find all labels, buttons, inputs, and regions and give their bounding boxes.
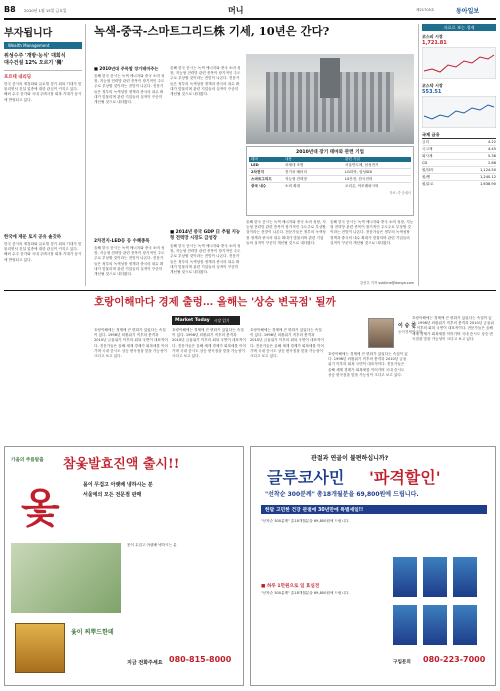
page-number: B8 [4,5,16,14]
story2-body-1: 호랑이해에는 경제에 큰 변화가 있었다는 속설이 있다. 1998년 외환위기 직후의 충격과 2010년 금융위기 이후의 회복 국면이 대표적이다. 전문가들은 올해 세계 경제가 회복세를 이어가며 국내 증시도 상승 변곡점을 맞을 가능성이 크다고 보고 있다. [94,328,168,359]
photo-tower [320,58,340,98]
market-today-tag [172,316,240,325]
left-column-rule [85,24,86,286]
column-title: 부자됩니다 [4,28,53,39]
kosdaq-label: 코스닥 시장 [422,83,443,88]
column-body-2: 한국 증시의 재점화와 글로벌 경기 회복 기대가 맞물리면서 건설 업종에 대한 관심이 커지고 있다. 해외 수주 증가와 국내 주택시장 회복 기대가 동시에 반영되고 있다. [4,242,82,262]
ad-left-big-char: 옻 [21,485,60,532]
table-cell: 지능형 전력망 [285,177,307,181]
stats-label: 금리 [422,140,429,144]
ad-right-product-4 [393,605,417,645]
story2-body-2: 호랑이해에는 경제에 큰 변화가 있었다는 속설이 있다. 1998년 외환위기 직후의 충격과 2010년 금융위기 이후의 회복 국면이 대표적이다. 전문가들은 올해 세계 경제가 회복세를 이어가며 국내 증시도 상승 변곡점을 맞을 가능성이 크다고 보고 있다. [172,328,246,359]
market-today-label: Market Today [175,318,210,323]
ad-right-product-6 [453,605,477,645]
table-cell: 전기차 배터리 [285,170,307,174]
ad-left-product-box [15,623,65,673]
ad-right-top: 관절과 연골이 불편하십니까? [311,455,389,462]
left-column [4,24,82,286]
stats-value: 4.45 [487,147,496,151]
chart-frame [422,47,496,79]
stats-label: CD [422,161,428,165]
column-subhead: 한국에 재둔 토지 공유 솔깃하 [4,235,62,240]
table-cell: 서울반도체, 삼성전기 [345,163,379,167]
main-body-2: 올해 한국 증시는 녹색 에너지와 중국 소비 성장, 지능형 전력망 관련 종목이 장기적인 주도주로 부상할 것이라는 전망이 나온다. 전문가들은 정부의 녹색성장 정책과 중국의 내수 확대가 맞물리며 관련 기업들의 실적이 꾸준히 개선될 것으로 내다봤다. [94,246,165,277]
kospi-label: 코스피 시장 [422,34,443,39]
story2-top-rule [4,290,496,291]
story2-body-5: 호랑이해에는 경제에 큰 변화가 있었다는 속설이 있다. 1998년 외환위기 직후의 충격과 2010년 금융위기 이후의 회복 국면이 대표적이다. 전문가들은 올해 세계 경제가 회복세를 이어가며 국내 증시도 상승 변곡점을 맞을 가능성이 크다고 보고 있다. [412,316,494,341]
stats-label: 회사채 [422,154,433,158]
kospi-value: 1,721.81 [422,40,447,46]
story2-body-4: 호랑이해에는 경제에 큰 변화가 있었다는 속설이 있다. 1998년 외환위기 직후의 충격과 2010년 금융위기 이후의 회복 국면이 대표적이다. 전문가들은 올해 세계 경제가 회복세를 이어가며 국내 증시도 상승 변곡점을 맞을 가능성이 크다고 보고 있다. [328,352,408,377]
market-today-sublabel: 시장 읽기 [213,317,230,323]
ad-right-product-5 [423,605,447,645]
story2-body-3: 호랑이해에는 경제에 큰 변화가 있었다는 속설이 있다. 1998년 외환위기 직후의 충격과 2010년 금융위기 이후의 회복 국면이 대표적이다. 전문가들은 올해 세계 경제가 회복세를 이어가며 국내 증시도 상승 변곡점을 맞을 가능성이 크다고 보고 있다. [250,328,324,359]
table-cell: 스마트그리드 [251,177,272,181]
column-writer: 포르테 내리딩 [4,75,31,80]
ad-right-headline-a: 글루코사민 [267,468,345,487]
ad-right-offer: "선착순 300분께" 총18개월분을 69,800원에 드립니다. [265,491,419,498]
page-date: 2010년 1월 15일 금요일 [24,8,67,13]
column-body: 한국 증시의 재점화와 글로벌 경기 회복 기대가 맞물리면서 건설 업종에 대한 관심이 커지고 있다. 해외 수주 증가와 국내 주택시장 회복 기대가 동시에 반영되고 있다. [4,82,82,102]
ad-left-product: 옻이 찌뿌드한데 [71,629,114,636]
kosdaq-mini-chart [422,96,496,128]
intl-title: 국제 금융 [422,132,496,139]
main-sub-3: ■ 2014년 중국 GDP 日 추월 지능형 전력망 시장도 급성장 [170,230,241,241]
ad-left-headline: 참옻발효진액 출시!! [63,457,180,472]
main-sub-2: 2차전지-LED등 등 수혜종목 [94,239,150,244]
stats-row [422,146,496,153]
story2-headline: 호랑이해마다 경제 출렁… 올해는 '상승 변곡점' 될까 [94,296,336,308]
table-source: 자료: 각 증권사 [389,191,411,195]
stats-row [422,139,496,146]
main-sub-1: ■ 2010년대 주목할 장기테마주는 [94,66,159,71]
ad-left-point: 몸이 무겁고 아랫배 냉하시는 분 [83,482,153,488]
stats-value: 2.88 [487,161,496,165]
table-header-cell: 관련 기업 [345,157,361,161]
stats-value: 1,124.50 [479,168,496,172]
page-header [4,4,496,18]
stats-value: 1,240.12 [479,175,496,179]
section-title: 머니 [228,6,244,15]
stats-row [422,181,496,187]
table-cell: LS산전, 한국전력 [345,177,373,181]
stats-row [422,167,496,174]
issue-number: 제21705호 [416,8,435,12]
stats-value: 4.22 [487,140,496,144]
header-rule [4,18,496,20]
writer-title: 동아경제연구원 [398,330,423,334]
table-cell: 차세대 조명 [285,163,304,167]
kospi-mini-chart [422,47,496,79]
column-subtitle: Wealth Management [4,42,82,49]
ad-left[interactable] [4,446,244,686]
right-column-rule [418,24,419,286]
stats-value: 5.36 [487,154,496,158]
writer-photo [368,318,394,348]
ad-right-phone[interactable]: 080-223-7000 [423,655,486,664]
stats-row [422,160,496,167]
main-body-3: 올해 한국 증시는 녹색 에너지와 중국 소비 성장, 지능형 전력망 관련 종목이 장기적인 주도주로 부상할 것이라는 전망이 나온다. 전문가들은 정부의 녹색성장 정책과 중국의 내수 확대가 맞물리며 관련 기업들의 실적이 꾸준히 개선될 것으로 내다봤다. [170,66,241,97]
ad-right-product-3 [453,557,477,597]
main-body-4: 올해 한국 증시는 녹색 에너지와 중국 소비 성장, 지능형 전력망 관련 종목이 장기적인 주도주로 부상할 것이라는 전망이 나온다. 전문가들은 정부의 녹색성장 정책과 중국의 내수 확대가 맞물리며 관련 기업들의 실적이 꾸준히 개선될 것으로 내다봤다. [170,244,241,275]
table-cell: LG화학, 삼성SDI [345,170,373,174]
column-divider [4,70,82,71]
ad-left-phone[interactable]: 080-815-8000 [169,655,232,664]
ad-right[interactable] [250,446,496,686]
table-row [249,169,411,176]
writer-name: 이 승 진 [398,323,416,329]
ad-left-brand: 가을의 주름탈출 [11,458,44,463]
ad-right-headline-b: '파격할인' [369,468,441,487]
paper-logo: 동아일보 [456,8,480,15]
ad-left-photo [11,543,121,613]
table-cell: 오리온, 아모레퍼시픽 [345,184,379,188]
table-cell: 중국 내수 [251,184,267,188]
right-stats-column [422,24,496,286]
ad-right-sub2: ■ 하루 1만원으로 일 효심전 [261,584,320,589]
theme-table [246,146,414,216]
ad-left-cta[interactable]: 지금 전화주세요 [127,660,163,666]
table-header-cell: 테마 [251,157,258,161]
stats-label: 국고채 [422,147,433,151]
ad-right-brand: 구입문의 [393,660,411,665]
stats-label: 원/유로 [422,182,434,186]
ad-right-product-2 [423,557,447,597]
main-body-1: 올해 한국 증시는 녹색 에너지와 중국 소비 성장, 지능형 전력망 관련 종목이 장기적인 주도주로 부상할 것이라는 전망이 나온다. 전문가들은 정부의 녹색성장 정책과 중국의 내수 확대가 맞물리며 관련 기업들의 실적이 꾸준히 개선될 것으로 내다봤다. [94,74,165,105]
stats-value: 1,638.90 [479,182,496,186]
main-byline: 김선우 기자 sublime@donga.com [359,281,414,285]
stats-row [422,174,496,181]
ad-right-body: "선착순 300분께" 총18개월분을 69,800원에 드립니다. [261,519,350,523]
table-cell: 소비 확대 [285,184,301,188]
table-cell: LED [251,163,259,167]
table-title: 2010년대 장기 테마와 관련 기업 [296,150,364,155]
stats-label: 원/달러 [422,168,434,172]
ad-left-body: 몸이 무겁고 아랫배 냉하시는 분 [127,543,177,547]
column-lead: 위성수주 '개방·능식' 대회식 대수건설 12% 오르기 '獨' [4,53,66,66]
main-body-6: 올해 한국 증시는 녹색 에너지와 중국 소비 성장, 지능형 전력망 관련 종목이 장기적인 주도주로 부상할 것이라는 전망이 나온다. 전문가들은 정부의 녹색성장 정책과 중국의 내수 확대가 맞물리며 관련 기업들의 실적이 꾸준히 개선될 것으로 내다봤다. [330,220,414,245]
table-row [249,183,411,189]
ad-right-sub: 한달 고민한 건강 관절에 30년만에 특별세일!! [265,508,364,513]
main-headline: 녹색-중국-스마트그리드株 기세, 10년은 간다? [94,24,330,38]
table-row [249,162,411,169]
ad-right-product-1 [393,557,417,597]
main-photo [246,54,414,144]
table-header-cell: 내용 [285,157,292,161]
ad-right-body-2: "선착순 300분께" 총18개월분을 69,800원에 드립니다. [261,591,350,595]
table-cell: 2차전지 [251,170,264,174]
stats-label: 원/엔 [422,175,431,179]
stats-row [422,153,496,160]
table-row [249,176,411,183]
main-body-5: 올해 한국 증시는 녹색 에너지와 중국 소비 성장, 지능형 전력망 관련 종목이 장기적인 주도주로 부상할 것이라는 전망이 나온다. 전문가들은 정부의 녹색성장 정책과 중국의 내수 확대가 맞물리며 관련 기업들의 실적이 꾸준히 개선될 것으로 내다봤다. [246,220,326,245]
ad-left-point: 서울에의 모든 전문점 판매 [83,492,142,498]
kosdaq-value: 553.51 [422,89,442,95]
stats-title: 자료로 보는 경제 [422,24,496,31]
